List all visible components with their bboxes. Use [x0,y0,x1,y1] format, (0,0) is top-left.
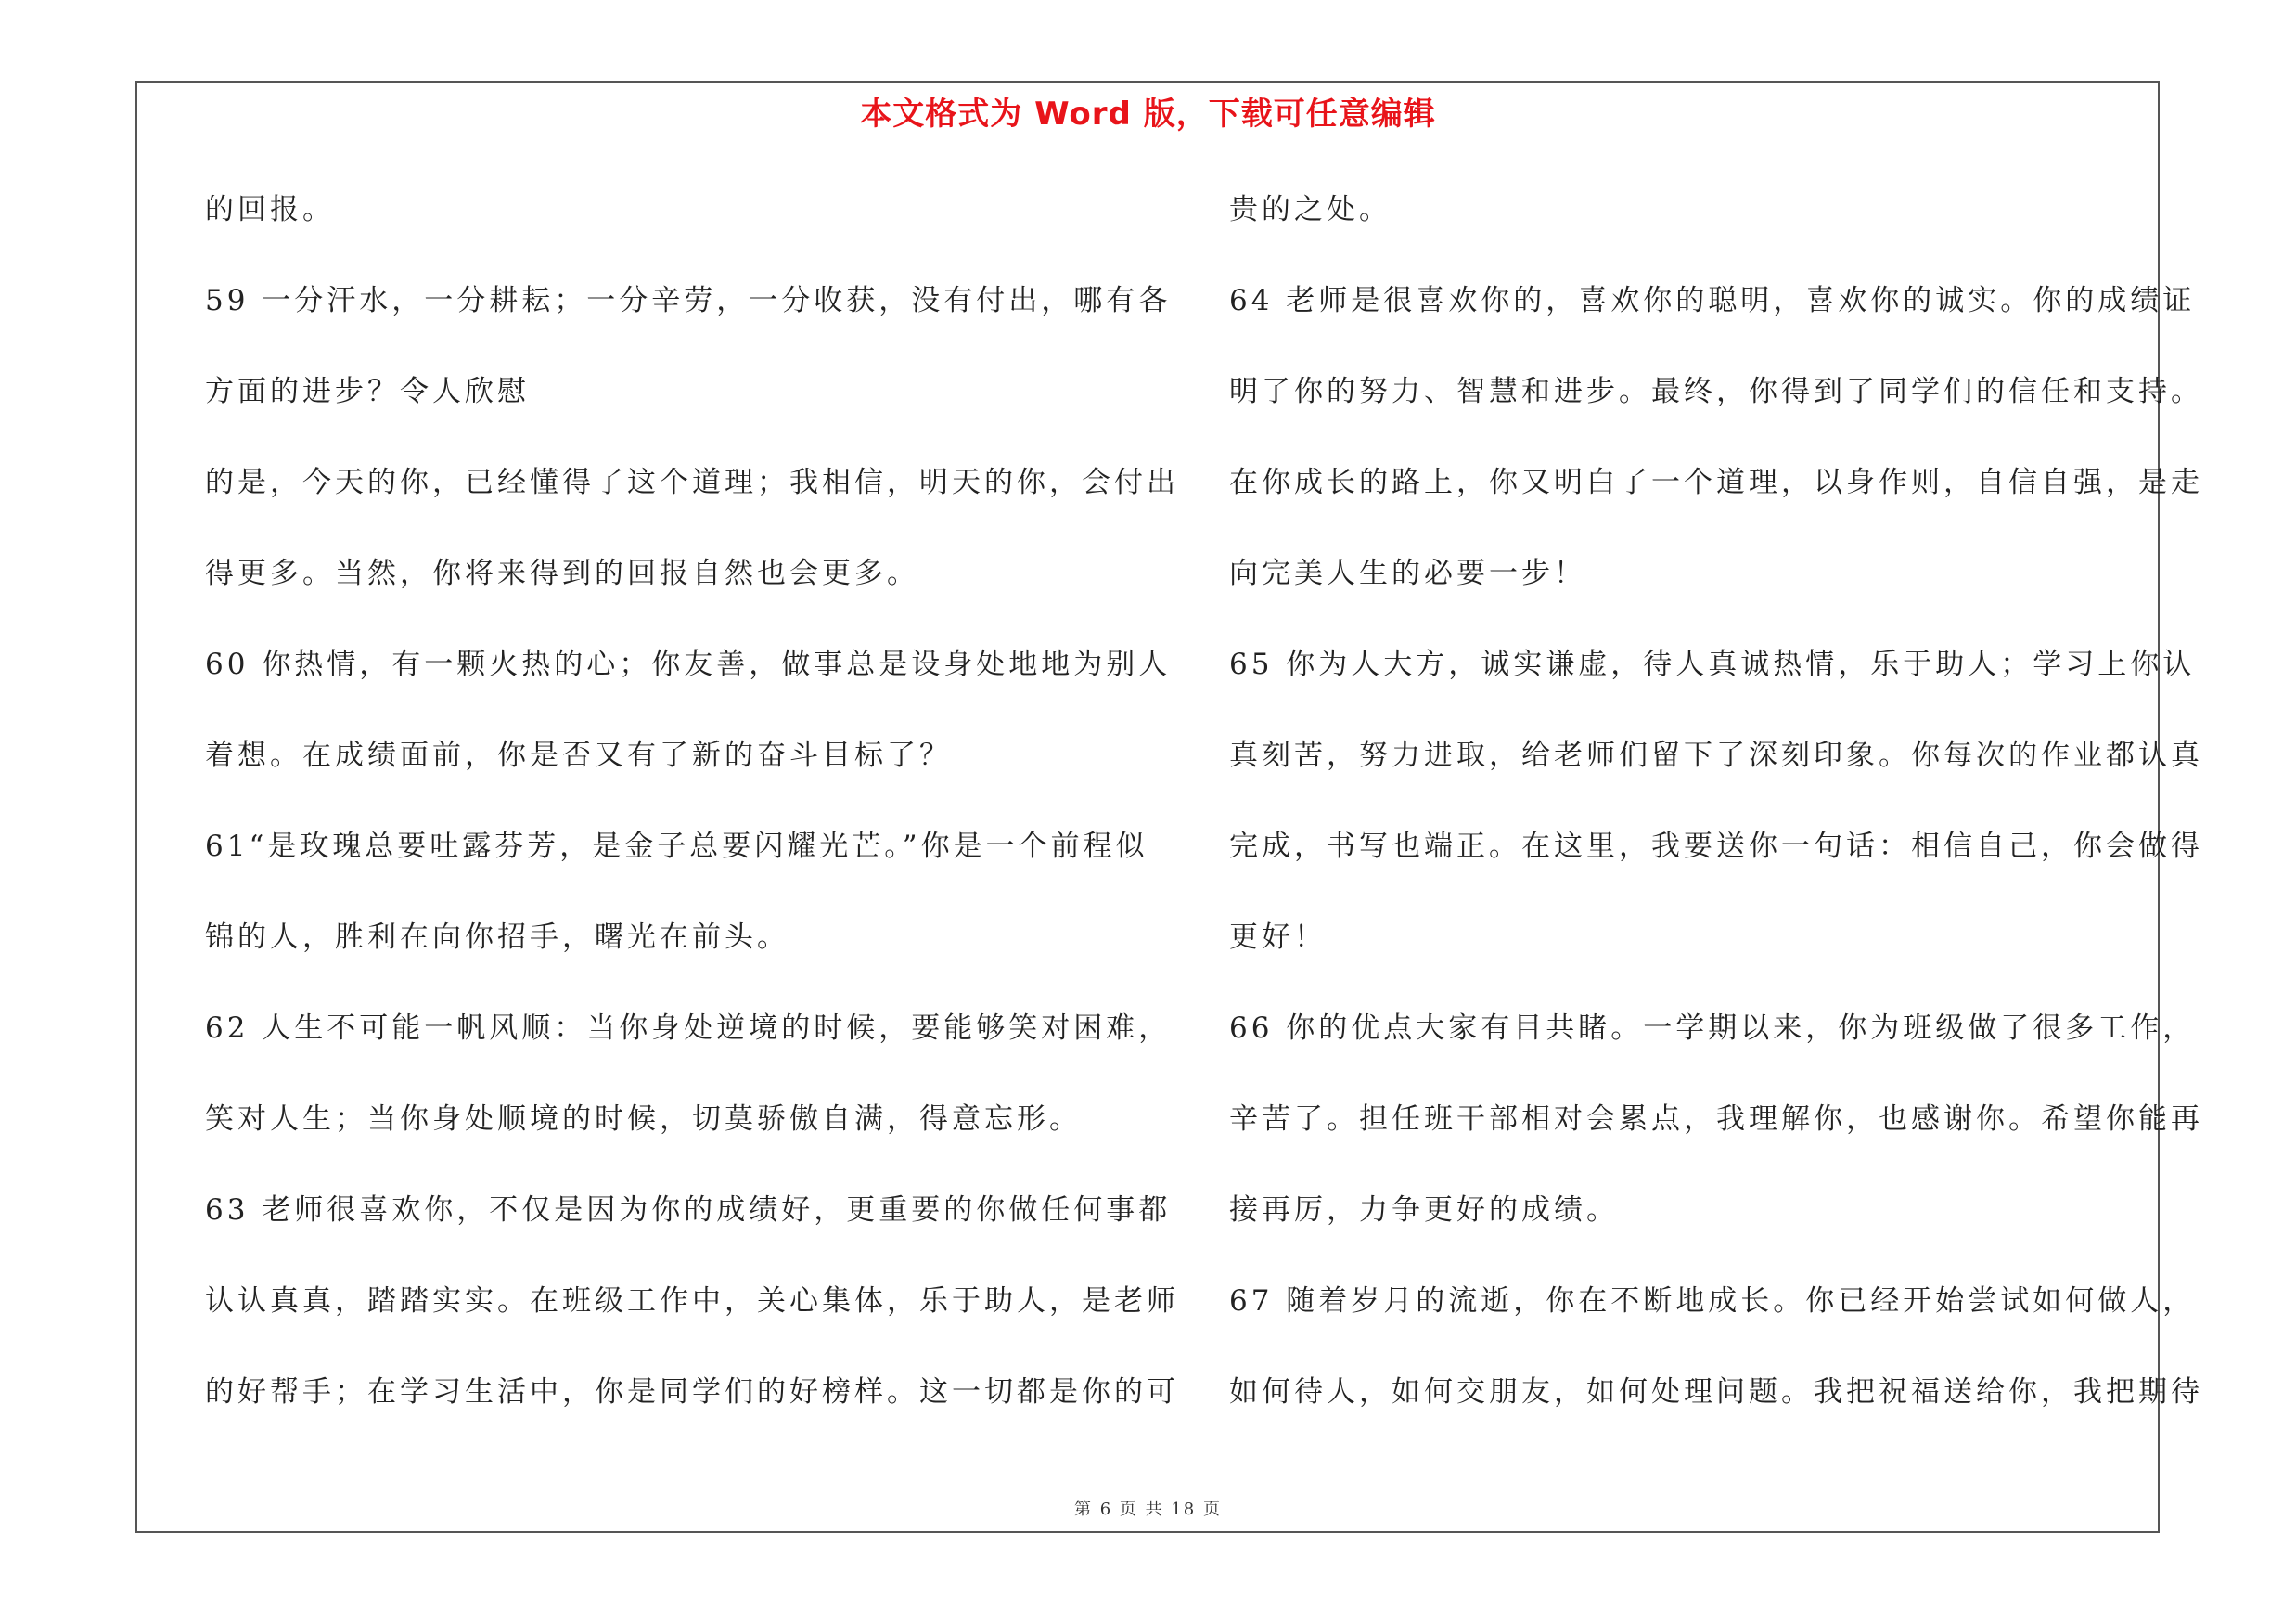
text-line: 的好帮手；在学习生活中，你是同学们的好榜样。这一切都是你的可 [205,1375,1179,1409]
text-line: 63 老师很喜欢你，不仅是因为你的成绩好，更重要的你做任何事都 [205,1193,1172,1227]
text-line: 的回报。 [205,193,335,226]
text-line: 64 老师是很喜欢你的，喜欢你的聪明，喜欢你的诚实。你的成绩证 [1229,284,2196,317]
text-line: 66 你的优点大家有目共睹。一学期以来，你为班级做了很多工作， [1229,1011,2196,1045]
text-line: 认认真真，踏踏实实。在班级工作中，关心集体，乐于助人，是老师 [205,1284,1179,1318]
text-line: 如何待人，如何交朋友，如何处理问题。我把祝福送给你，我把期待 [1229,1375,2203,1409]
text-line: 59 一分汗水，一分耕耘；一分辛劳，一分收获，没有付出，哪有各 [205,284,1172,317]
text-line: 完成，书写也端正。在这里，我要送你一句话：相信自己，你会做得 [1229,830,2203,863]
page-number-footer: 第 6 页 共 18 页 [1074,1500,1222,1519]
text-line: 贵的之处。 [1229,193,1392,226]
text-line: 接再厉，力争更好的成绩。 [1229,1193,1619,1227]
text-line: 锦的人，胜利在向你招手，曙光在前头。 [205,921,789,954]
text-line: 60 你热情，有一颗火热的心；你友善，做事总是设身处地地为别人 [205,648,1172,681]
text-line: 62 人生不可能一帆风顺：当你身处逆境的时候，要能够笑对困难， [205,1011,1172,1045]
text-line: 明了你的努力、智慧和进步。最终，你得到了同学们的信任和支持。 [1229,375,2203,408]
text-line: 向完美人生的必要一步！ [1229,557,1586,590]
text-line: 67 随着岁月的流逝，你在不断地成长。你已经开始尝试如何做人， [1229,1284,2196,1318]
text-line: 真刻苦，努力进取，给老师们留下了深刻印象。你每次的作业都认真 [1229,739,2203,772]
right-text-column [1229,182,2203,1455]
text-line: 辛苦了。担任班干部相对会累点，我理解你，也感谢你。希望你能再 [1229,1102,2203,1136]
text-line: 着想。在成绩面前，你是否又有了新的奋斗目标了？ [205,739,952,772]
text-line: 得更多。当然，你将来得到的回报自然也会更多。 [205,557,919,590]
text-line: 61“是玫瑰总要吐露芬芳，是金子总要闪耀光芒。”你是一个前程似 [205,830,1148,863]
word-format-banner: 本文格式为 Word 版，下载可任意编辑 [860,96,1436,133]
text-line: 的是，今天的你，已经懂得了这个道理；我相信，明天的你，会付出 [205,466,1179,499]
text-line: 65 你为人大方，诚实谦虚，待人真诚热情，乐于助人；学习上你认 [1229,648,2196,681]
text-line: 方面的进步？令人欣慰 [205,375,530,408]
text-line: 在你成长的路上，你又明白了一个道理，以身作则，自信自强，是走 [1229,466,2203,499]
text-line: 笑对人生；当你身处顺境的时候，切莫骄傲自满，得意忘形。 [205,1102,1082,1136]
text-line: 更好！ [1229,921,1327,954]
left-text-column [205,182,1179,1455]
